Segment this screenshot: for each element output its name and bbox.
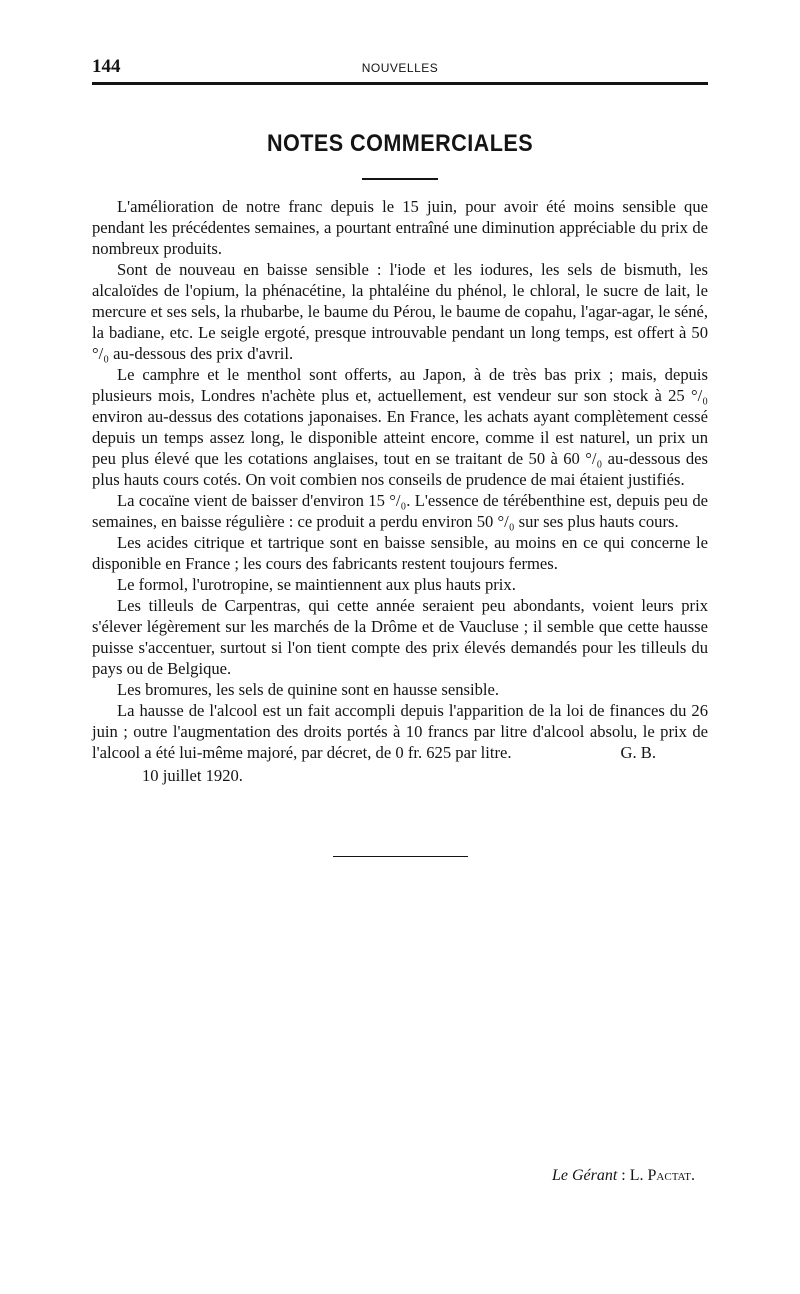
page-number: 144 — [92, 56, 121, 77]
paragraph: Le formol, l'urotropine, se maintiennent aux plus hauts prix. — [117, 575, 516, 594]
journal-name: NOUVELLES — [361, 61, 439, 75]
article-title: NOTES COMMERCIALES — [266, 130, 534, 157]
paragraph: Les bromures, les sels de quinine sont en hausse sensible. — [117, 680, 500, 699]
manager-name: L. Pactat. — [629, 1167, 695, 1184]
page — [92, 52, 708, 857]
footer-separator: : — [617, 1167, 630, 1184]
article-body — [92, 196, 708, 763]
paragraph: L'amélioration de notre franc depuis le 15 juin, pour avoir été moins sensible que pendant les précédentes semaines, a pourtant entraîné une diminution appréciable du prix de nombreux produits. — [92, 197, 708, 258]
paragraph: La cocaïne vient de baisser d'environ 15 °/₀. L'essence de térébenthine est, depuis peu de semaines, en baisse régulière : ce produit a perdu environ 50 °/₀ sur ses plus hauts cours. — [92, 491, 708, 531]
paragraph: Sont de nouveau en baisse sensible : l'iode et les iodures, les sels de bismuth, les alcaloïdes de l'opium, la phénacétine, la phtaléine du phénol, le chloral, le sucre de lait, le mercure et ses sels, la rhubarbe, le baume du Pérou, le baume de copahu, l'agar-agar, le séné, la badiane, etc. Le seigle ergoté, presque introuvable pendant un long temps, est offert à 50 °/₀ au-dessous des prix d'avril. — [92, 260, 708, 363]
article-date: 10 juillet 1920. — [142, 766, 243, 785]
paragraph: Le camphre et le menthol sont offerts, au Japon, à de très bas prix ; mais, depuis plusieurs mois, Londres n'achète plus et, actuellement, est vendeur sur son stock à 25 °/₀ environ au-dessus des cotations japonaises. En France, les achats ayant complètement cessé depuis un temps assez long, le disponible atteint encore, comme il est naturel, un prix un peu plus élevé que les cotations anglaises, tout en se traitant de 50 à 60 °/₀ au-dessous des plus hauts cours cotés. On voit combien nos conseils de prudence de mai étaient justifiés. — [92, 365, 708, 489]
running-head — [92, 52, 708, 85]
manager-role: Le Gérant — [551, 1167, 618, 1184]
paragraph-with-signature — [92, 700, 708, 763]
end-rule — [333, 856, 468, 857]
title-rule — [362, 178, 438, 180]
last-paragraph-text: La hausse de l'alcool est un fait accompli depuis l'apparition de la loi de finances du 26 juin ; outre l'augmentation des droits portés à 10 francs par litre d'alcool absolu, le prix de l'alcool a été lui-même majoré, par décret, de 0 fr. 625 par litre. — [92, 701, 708, 762]
author-signature: G. B. — [620, 743, 656, 762]
footer-manager — [552, 1167, 695, 1185]
paragraph: Les acides citrique et tartrique sont en baisse sensible, au moins en ce qui concerne le disponible en France ; les cours des fabricants restent toujours fermes. — [92, 533, 708, 573]
paragraph: Les tilleuls de Carpentras, qui cette année seraient peu abondants, voient leurs prix s'élever légèrement sur les marchés de la Drôme et de Vaucluse ; il semble que cette hausse puisse s'accentuer, surtout si l'on tient compte des prix élevés demandés pour les tilleuls du pays ou de Belgique. — [92, 596, 708, 678]
